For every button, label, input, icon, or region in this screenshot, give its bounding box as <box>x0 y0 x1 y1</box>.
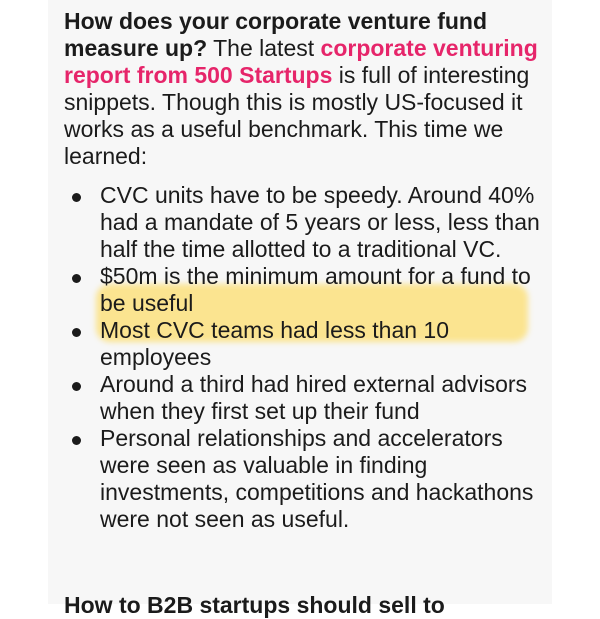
bullet-icon <box>72 436 81 445</box>
bullet-icon <box>72 382 81 391</box>
list-item-text: $50m is the minimum amount for a fund to be useful <box>100 263 531 316</box>
intro-text-after-link: is full of interesting snippets. Though this is mostly US-focused it works as a useful benchmark. This time we learned: <box>64 62 530 169</box>
findings-list <box>64 182 544 533</box>
intro-text-before-link: The latest <box>207 35 321 61</box>
intro-paragraph <box>64 8 544 170</box>
list-item <box>64 425 544 533</box>
list-item-text: Personal relationships and accelerators were seen as valuable in finding investments, competitions and hackathons were not seen as useful. <box>100 425 534 532</box>
bullet-icon <box>72 328 81 337</box>
list-item <box>64 263 544 317</box>
list-item <box>64 371 544 425</box>
intro-heading: How does your corporate venture fund measure up? <box>64 8 487 61</box>
list-item <box>64 317 544 371</box>
list-item-text: Around a third had hired external advisors when they first set up their fund <box>100 371 528 424</box>
bullet-icon <box>72 274 81 283</box>
report-link[interactable]: corporate venturing report from 500 Startups <box>64 35 538 88</box>
article-content <box>64 8 544 533</box>
list-item-text: Most CVC teams had less than 10 employees <box>100 317 449 370</box>
list-item <box>64 182 544 263</box>
next-section-heading: How to B2B startups should sell to <box>64 592 445 618</box>
bullet-icon <box>72 193 81 202</box>
list-item-text: CVC units have to be speedy. Around 40% had a mandate of 5 years or less, less than half the time allotted to a traditional VC. <box>100 182 540 262</box>
